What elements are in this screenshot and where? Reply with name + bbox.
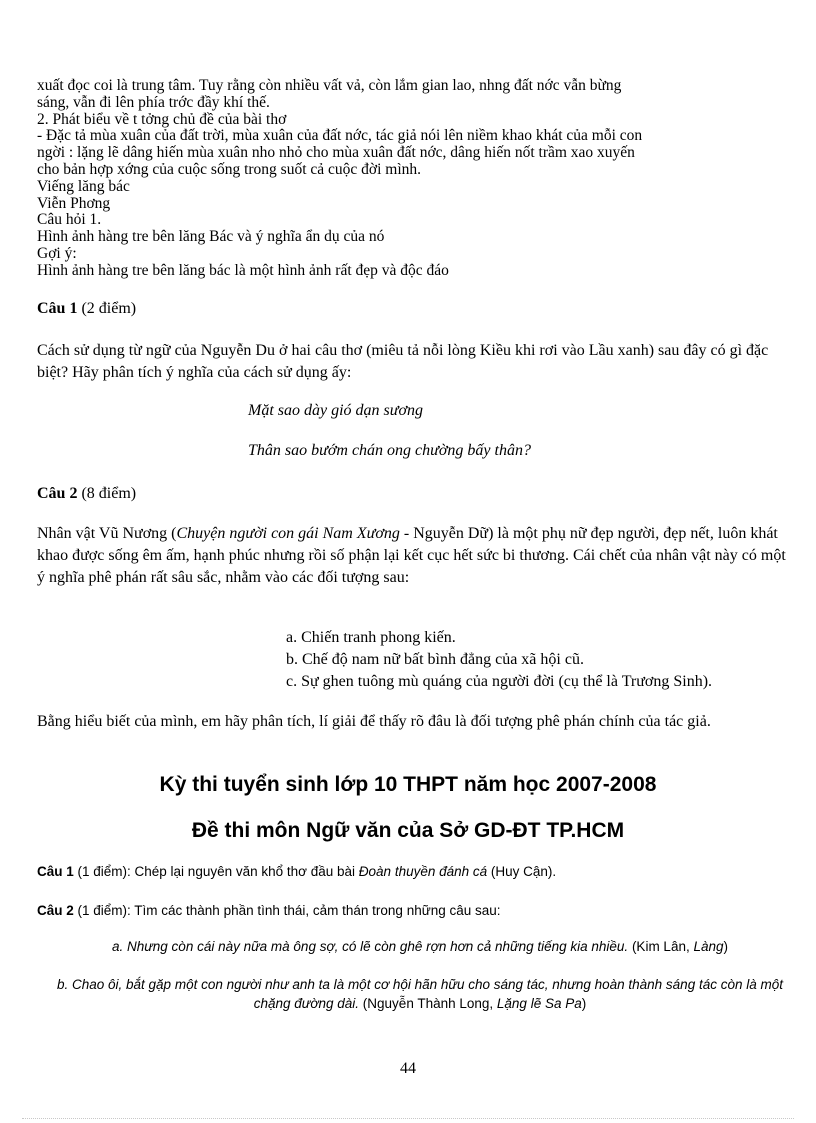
work-title: Chuyện người con gái Nam Xương — [176, 525, 400, 542]
exam-question-2-label: Câu 2 — [37, 903, 74, 918]
option-a: a. Chiến tranh phong kiến. — [286, 629, 456, 646]
exam-title: Kỳ thi tuyển sinh lớp 10 THPT năm học 2007-2008 — [159, 773, 657, 796]
text-line: 2. Phát biểu về t tởng chủ đề của bài thơ — [37, 110, 287, 128]
text-line: cho bản hợp xớng của cuộc sống trong suốt cả cuộc đời mình. — [37, 160, 422, 178]
exam-question-1-label: Câu 1 — [37, 864, 74, 879]
example-text: b. Chao ôi, bắt gặp một con người như anh ta là một cơ hội hãn hữu cho sáng tác, nhưng hoàn thành sáng tác còn là một chặng đường dài. — [56, 977, 783, 1011]
question-1-heading — [37, 300, 136, 318]
question-2-intro — [37, 523, 789, 589]
exam-question-2 — [37, 903, 501, 918]
question-text: (1 điểm): Tìm các thành phần tình thái, cảm thán trong những câu sau: — [73, 903, 501, 918]
text-line: xuất đọc coi là trung tâm. Tuy rằng còn nhiều vất vả, còn lắm gian lao, nhng đất nớc vẫn bừng — [37, 77, 622, 94]
source-text: (Kim Lân, — [628, 939, 694, 954]
poem-line-2: Thân sao bướm chán ong chường bấy thân? — [248, 442, 531, 459]
page-bottom-rule — [22, 1118, 794, 1119]
source-text: (Nguyễn Thành Long, — [359, 996, 497, 1011]
text-line: Gợi ý: — [37, 244, 77, 262]
text-line: Viễn Phơng — [37, 194, 111, 212]
page-number: 44 — [400, 1060, 416, 1077]
question-text: (Huy Cận). — [487, 864, 557, 879]
question-1-points: (2 điểm) — [77, 300, 137, 317]
exam-question-1 — [37, 864, 556, 879]
text-line: sáng, vẫn đi lên phía trớc đầy khí thế. — [37, 93, 270, 111]
question-text: (1 điểm): Chép lại nguyên văn khổ thơ đầu bài — [73, 864, 359, 879]
question-2-label: Câu 2 — [37, 485, 78, 502]
source-title: Làng — [693, 939, 724, 954]
intro-text: - Nguyễn Dữ) là một phụ nữ đẹp người, đẹp nết, luôn khát khao được sống êm ấm, hạnh phúc nhưng rồi số phận lại kết cục hết sức bi thương. Cái chết của nhân vật này có một ý nghĩa phê phán rất sâu sắc, nhằm vào các đối tượng sau: — [37, 525, 786, 586]
source-text: ) — [723, 939, 729, 954]
text-line: Viếng lăng bác — [37, 177, 130, 195]
question-2-options — [286, 627, 712, 693]
top-text-block — [37, 78, 797, 280]
text-line: ngời : lặng lẽ dâng hiến mùa xuân nho nhỏ cho mùa xuân đất nớc, dâng hiến nốt trầm xao xuyến — [37, 144, 635, 162]
text-line: Câu hỏi 1. — [37, 211, 102, 229]
question-2-points: (8 điểm) — [77, 485, 137, 502]
example-text: a. Nhưng còn cái này nữa mà ông sợ, có lẽ còn ghê rợn hơn cả những tiếng kia nhiều. — [111, 939, 629, 954]
source-text: ) — [581, 996, 587, 1011]
question-2-conclusion: Bằng hiểu biết của mình, em hãy phân tích, lí giải để thấy rõ đâu là đối tượng phê phán chính của tác giả. — [37, 713, 711, 730]
question-1-label: Câu 1 — [37, 300, 78, 317]
exam-subtitle: Đề thi môn Ngữ văn của Sở GD-ĐT TP.HCM — [191, 819, 625, 842]
poem-line-1: Mặt sao dày gió dạn sương — [248, 402, 424, 419]
intro-text: Nhân vật Vũ Nương ( — [37, 525, 177, 542]
source-title: Lặng lẽ Sa Pa — [496, 996, 582, 1011]
text-line: Hình ảnh hàng tre bên lăng Bác và ý nghĩa ẩn dụ của nó — [37, 228, 385, 246]
option-b: b. Chế độ nam nữ bất bình đẳng của xã hội cũ. — [286, 651, 584, 668]
example-a — [40, 937, 800, 956]
question-2-heading — [37, 485, 136, 503]
option-c: c. Sự ghen tuông mù quáng của người đời (cụ thể là Trương Sinh). — [286, 673, 713, 690]
text-line: - Đặc tả mùa xuân của đất trời, mùa xuân của đất nớc, tác giả nói lên niềm khao khát của mỗi con — [37, 127, 643, 145]
poem-title: Đoàn thuyền đánh cá — [358, 864, 488, 879]
example-b — [40, 975, 800, 1013]
question-1-text: Cách sử dụng từ ngữ của Nguyễn Du ở hai câu thơ (miêu tả nỗi lòng Kiều khi rơi vào Lầu xanh) sau đây có gì đặc biệt? Hãy phân tích ý nghĩa của cách sử dụng ấy: — [37, 342, 769, 381]
text-line: Hình ảnh hàng tre bên lăng bác là một hình ảnh rất đẹp và độc đáo — [37, 261, 449, 279]
